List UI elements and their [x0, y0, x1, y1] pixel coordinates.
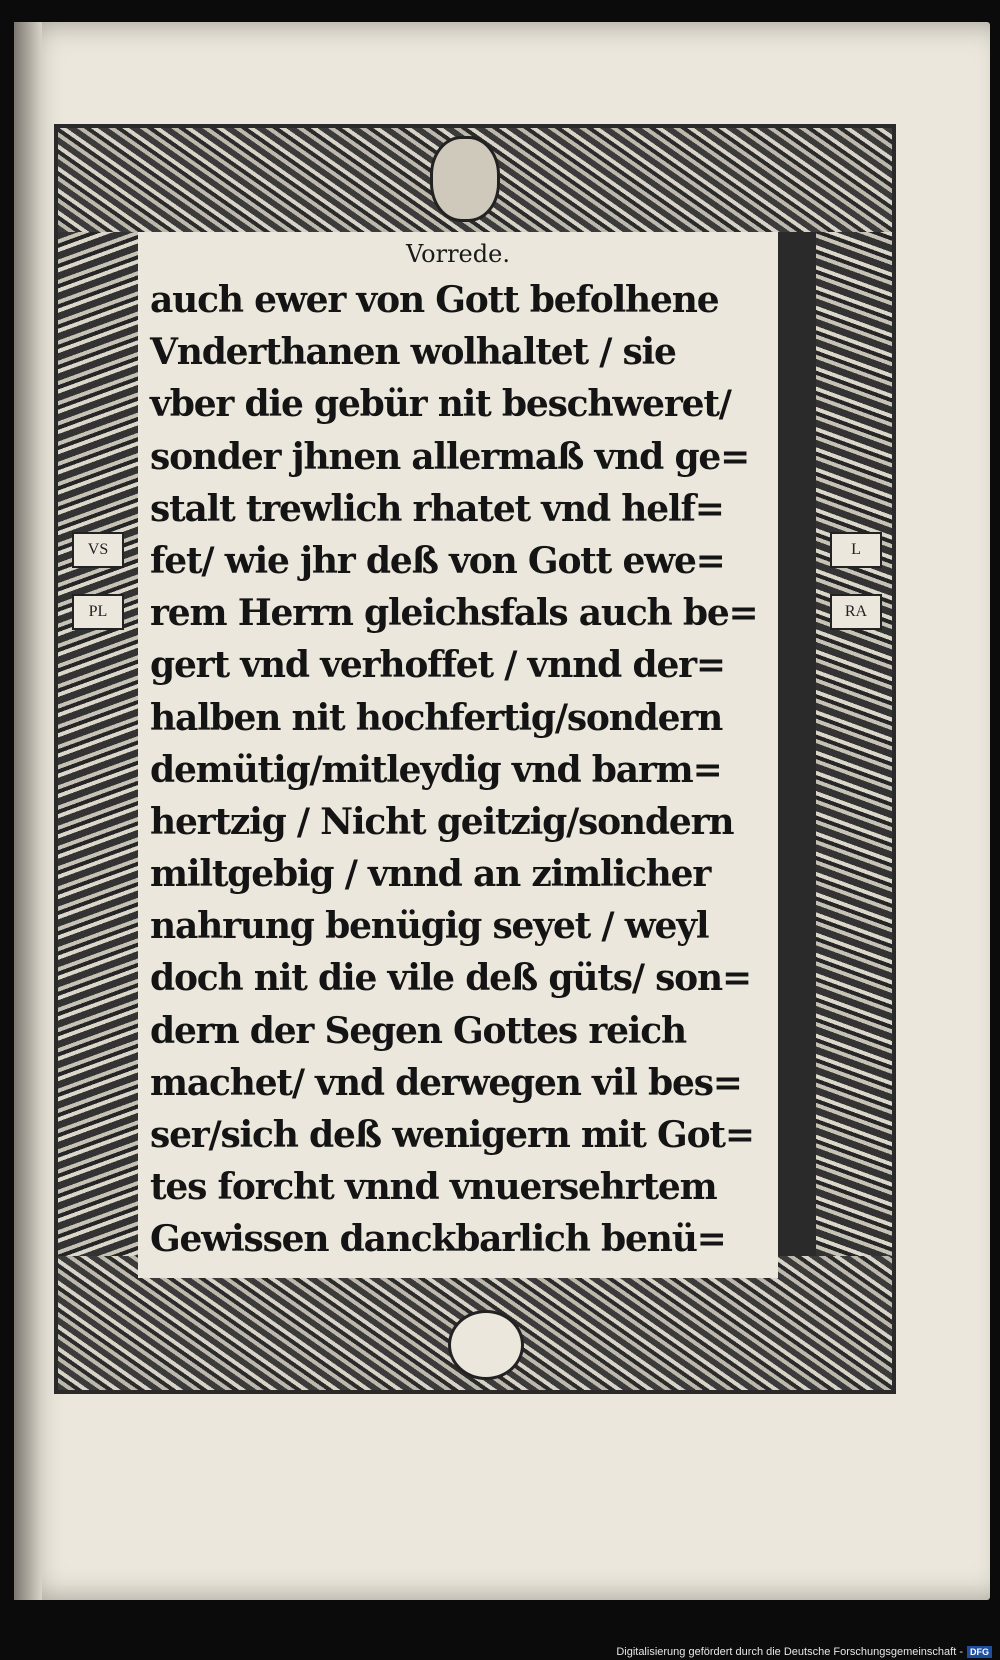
text-line: rem Herrn gleichsfals auch be= [150, 592, 758, 635]
right-cartouche-top: L [830, 532, 882, 568]
text-line: ser/sich deß wenigern mit Got= [150, 1114, 754, 1156]
text-line: doch nit die vile deß güts/ son= [150, 957, 751, 1000]
text-line: vber die gebür nit beschweret/ [150, 383, 731, 426]
left-cartouche-bottom: PL [72, 594, 124, 630]
running-heading: Vorrede. [406, 240, 510, 268]
text-line: miltgebig / vnnd an zimlicher [150, 853, 711, 896]
text-line: fet/ wie jhr deß von Gott ewe= [150, 539, 725, 582]
left-cartouche-top: VS [72, 532, 124, 568]
body-text [150, 274, 778, 1266]
digitization-credit [616, 1646, 992, 1658]
text-line: demütig/mitleydig vnd barm= [150, 748, 722, 791]
text-line: tes forcht vnnd vnuersehrtem [150, 1166, 717, 1209]
page-gutter [14, 22, 42, 1600]
text-line: Vnderthanen wolhaltet / sie [150, 331, 676, 374]
text-block [138, 232, 778, 1278]
right-cartouche-bottom: RA [830, 594, 882, 630]
text-line: gert vnd verhoffet / vnnd der= [150, 644, 725, 687]
oval-medallion-ornament [448, 1310, 524, 1380]
border-right-ornament [816, 232, 892, 1256]
text-line: Gewissen danckbarlich benü= [150, 1218, 726, 1261]
book-page [14, 22, 990, 1600]
text-line: machet/ vnd derwegen vil bes= [150, 1061, 742, 1104]
credit-text: Digitalisierung gefördert durch die Deutsche Forschungsgemeinschaft - [616, 1646, 963, 1658]
text-line: hertzig / Nicht geitzig/sondern [150, 800, 734, 843]
text-line: nahrung benügig seyet / weyl [150, 905, 709, 948]
text-line: stalt trewlich rhatet vnd helf= [150, 487, 724, 530]
border-left-ornament [58, 232, 138, 1256]
cherub-head-ornament [430, 136, 500, 222]
dfg-logo: DFG [967, 1646, 992, 1658]
text-line: halben nit hochfertig/sondern [150, 696, 723, 739]
text-line: dern der Segen Gottes reich [150, 1009, 686, 1052]
text-line: auch ewer von Gott befolhene [150, 279, 719, 321]
text-line: sonder jhnen allermaß vnd ge= [150, 435, 750, 478]
